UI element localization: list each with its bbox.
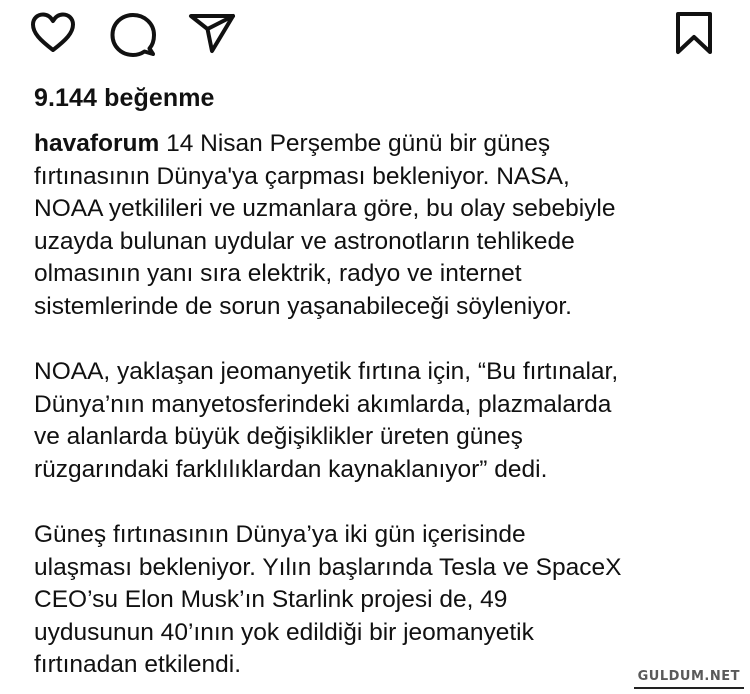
- caption-line: uydusunun 40’ının yok edildiği bir jeomanyetik: [34, 618, 534, 646]
- speech-bubble-icon[interactable]: [110, 12, 156, 58]
- caption-line: ulaşması bekleniyor. Yılın başlarında Tesla ve SpaceX: [34, 553, 622, 581]
- paragraph-gap: [34, 486, 724, 519]
- caption-line: uzayda bulunan uydular ve astronotların tehlikede: [34, 227, 575, 255]
- caption-line: sistemlerinde de sorun yaşanabileceği söyleniyor.: [34, 292, 572, 320]
- caption-line: Güneş fırtınasının Dünya’ya iki gün içerisinde: [34, 521, 526, 548]
- caption-line: rüzgarındaki farklılıklardan kaynaklanıyor” dedi.: [34, 455, 548, 483]
- username-link[interactable]: havaforum: [34, 130, 160, 157]
- caption-line: ve alanlarda büyük değişiklikler üreten güneş: [34, 423, 523, 450]
- paragraph-gap: [34, 323, 724, 356]
- caption-line: Dünya’nın manyetosferindeki akımlarda, plazmalarda: [34, 390, 612, 418]
- caption-line: olmasının yanı sıra elektrik, radyo ve internet: [34, 260, 522, 287]
- likes-count[interactable]: 9.144 beğenme: [34, 84, 215, 112]
- bookmark-outline-icon[interactable]: [674, 11, 714, 55]
- paper-plane-icon[interactable]: [188, 12, 236, 54]
- site-watermark: GULDUM.NET: [634, 667, 744, 689]
- caption-line: NOAA, yaklaşan jeomanyetik fırtına için, “Bu fırtınalar,: [34, 358, 619, 385]
- post-action-bar: [0, 0, 750, 70]
- caption-line: CEO’su Elon Musk’ın Starlink projesi de, 49: [34, 586, 508, 613]
- caption-line: NOAA yetkilileri ve uzmanlara göre, bu olay sebebiyle: [34, 195, 616, 222]
- post-caption: [34, 128, 724, 682]
- caption-line: 14 Nisan Perşembe günü bir güneş: [159, 130, 551, 157]
- caption-line: fırtınadan etkilendi.: [34, 651, 242, 678]
- caption-line: fırtınasının Dünya'ya çarpması bekleniyor. NASA,: [34, 162, 570, 190]
- heart-outline-icon[interactable]: [30, 12, 76, 54]
